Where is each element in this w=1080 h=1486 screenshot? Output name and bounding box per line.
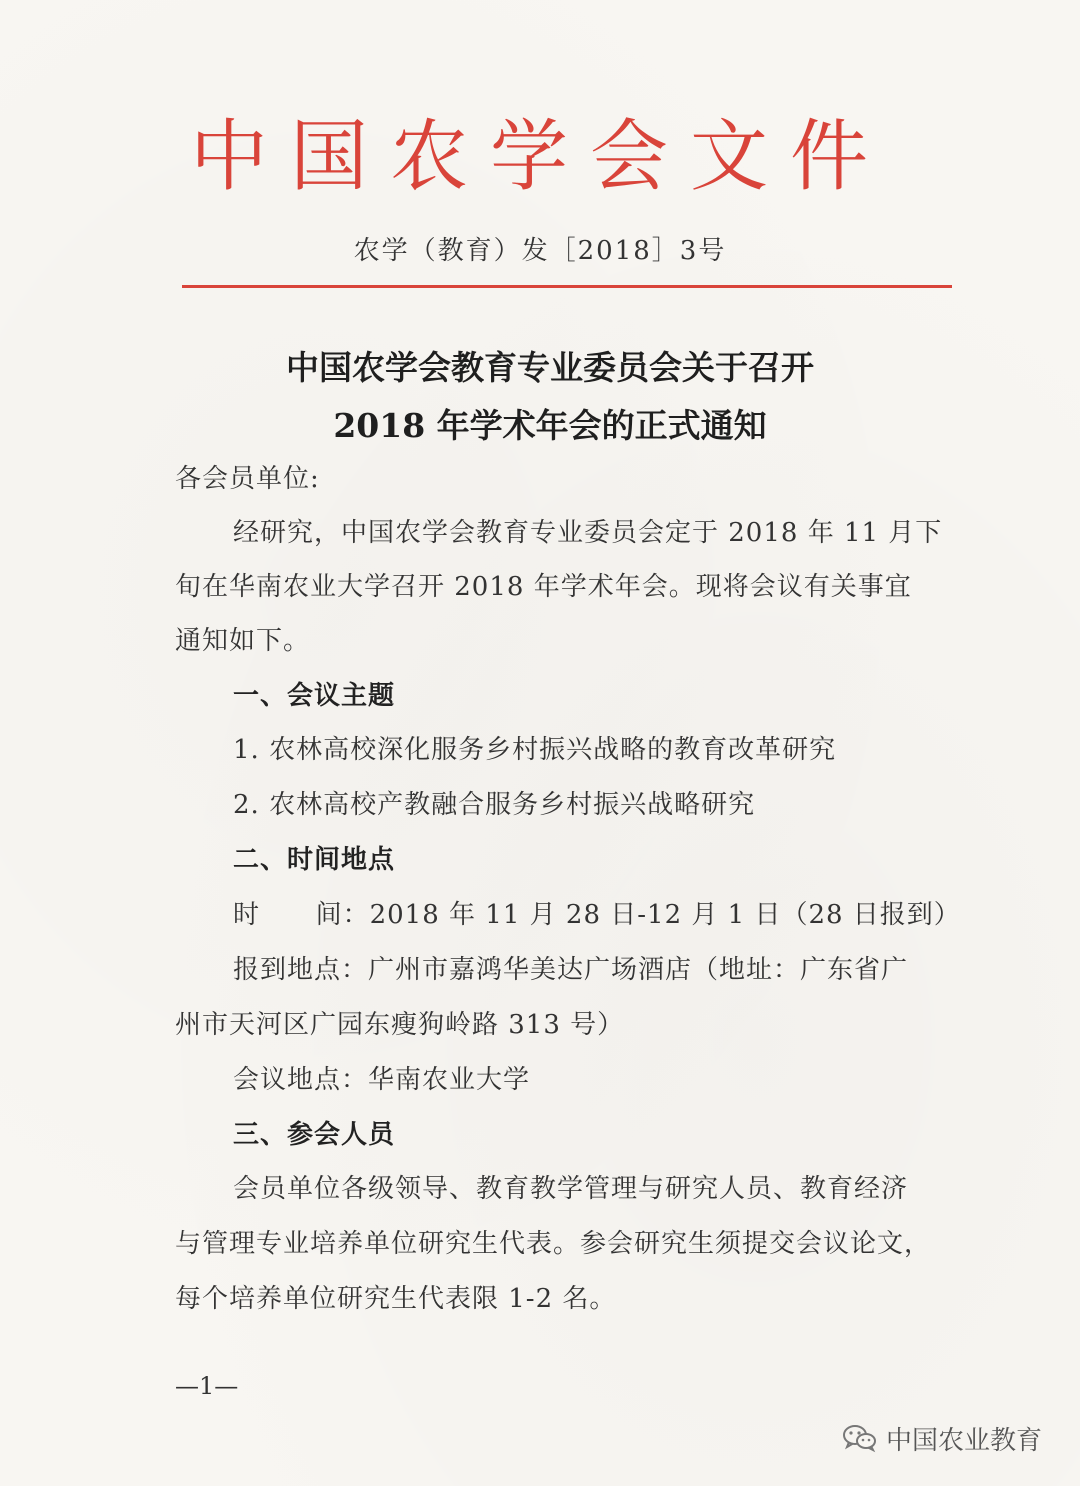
- checkin-location: 报到地点：广州市嘉鸿华美达广场酒店（地址：广东省广: [233, 955, 909, 985]
- attendees-line: 会员单位各级领导、教育教学管理与研究人员、教育经济: [233, 1174, 909, 1204]
- checkin-address: 州市天河区广园东瘦狗岭路 313 号）: [175, 1010, 625, 1040]
- intro-line: 通知如下。: [175, 626, 311, 656]
- watermark: [842, 1418, 1042, 1458]
- wechat-icon: [842, 1423, 878, 1453]
- document-header-title: 中国农学会文件: [189, 112, 890, 202]
- salutation: 各会员单位:: [175, 464, 320, 494]
- theme-item: 2. 农林高校产教融合服务乡村振兴战略研究: [233, 790, 756, 820]
- intro-line: 经研究，中国农学会教育专业委员会定于 2018 年 11 月下: [233, 518, 943, 548]
- notice-title-line2: 2018 年学术年会的正式通知: [333, 406, 767, 445]
- section1-heading: 一、会议主题: [233, 681, 396, 711]
- theme-item: 1. 农林高校深化服务乡村振兴战略的教育改革研究: [233, 735, 837, 765]
- document-number: 农学（教育）发［2018］3号: [353, 236, 727, 266]
- meeting-time: 时 间：2018 年 11 月 28 日-12 月 1 日（28 日报到）: [233, 900, 961, 930]
- notice-title-line1: 中国农学会教育专业委员会关于召开: [286, 348, 814, 387]
- watermark-text: 中国农业教育: [886, 1425, 1043, 1456]
- attendees-line: 每个培养单位研究生代表限 1-2 名。: [175, 1284, 617, 1314]
- header-divider: [182, 285, 952, 288]
- section3-heading: 三、参会人员: [233, 1120, 396, 1150]
- attendees-line: 与管理专业培养单位研究生代表。参会研究生须提交会议论文，: [175, 1229, 932, 1259]
- meeting-venue: 会议地点：华南农业大学: [233, 1065, 531, 1095]
- page-number: —1—: [175, 1372, 239, 1400]
- section2-heading: 二、时间地点: [233, 845, 396, 875]
- intro-line: 旬在华南农业大学召开 2018 年学术年会。现将会议有关事宜: [175, 572, 912, 602]
